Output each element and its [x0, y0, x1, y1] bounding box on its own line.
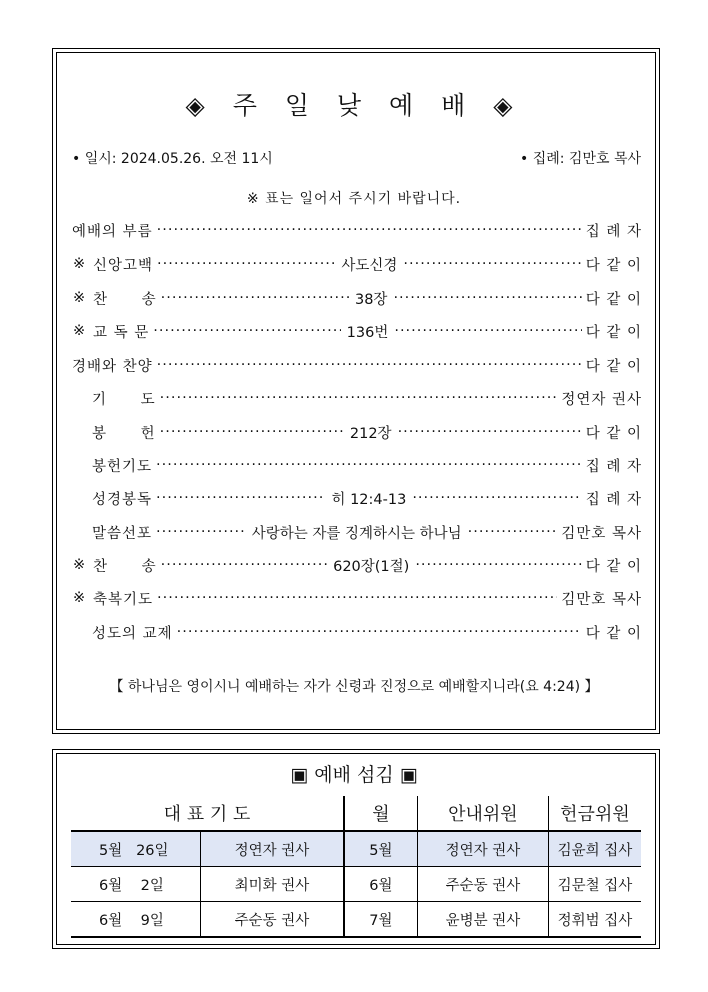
- prayer-date: 6월 2일: [71, 867, 201, 902]
- leader-dots: [398, 422, 582, 442]
- order-detail: 히 12:4-13: [331, 491, 407, 508]
- order-label: 경배와 찬양: [72, 358, 153, 375]
- order-label: 찬 송: [93, 558, 157, 575]
- table-row: [71, 902, 641, 938]
- order-item: [72, 220, 642, 240]
- order-label: 성경봉독: [92, 491, 153, 508]
- order-item: [73, 321, 642, 341]
- leader-dots: [415, 555, 581, 575]
- leader-dots: [412, 488, 581, 508]
- order-mark: ※: [73, 590, 86, 606]
- order-label: 성도의 교제: [92, 625, 173, 642]
- leader-dots: [157, 254, 335, 274]
- header-usher: 안내위원: [417, 796, 548, 831]
- order-leader: 다 같 이: [585, 324, 642, 341]
- order-detail: 136번: [346, 324, 389, 341]
- leader-dots: [153, 321, 340, 341]
- scripture-verse: 【 하나님은 영이시니 예배하는 자가 신령과 진정으로 예배할지니라(요 4:24) 】: [109, 679, 599, 695]
- leader-dots: [160, 388, 558, 408]
- leader-dots: [177, 622, 582, 642]
- leader-dots: [157, 220, 582, 240]
- order-item: [73, 254, 642, 274]
- order-mark: ※: [73, 290, 86, 306]
- prayer-person: 정연자 권사: [201, 831, 344, 867]
- order-label: 예배의 부름: [72, 223, 153, 240]
- prayer-person: 주순동 권사: [201, 902, 344, 938]
- order-leader: 집 례 자: [585, 223, 642, 240]
- order-label: 찬 송: [93, 291, 157, 308]
- header-offering: 헌금위원: [548, 796, 641, 831]
- leader-dots: [156, 522, 246, 542]
- order-label: 기 도: [92, 391, 156, 408]
- order-label: 봉헌기도: [92, 458, 153, 475]
- order-item: [72, 355, 642, 375]
- leader-dots: [160, 422, 344, 442]
- order-item: [73, 288, 642, 308]
- header-month: 월: [344, 796, 418, 831]
- order-leader: 집 례 자: [585, 458, 642, 475]
- order-label: 말씀선포: [92, 525, 153, 542]
- usher-cell: 정연자 권사: [417, 831, 548, 867]
- order-leader: 다 같 이: [585, 425, 643, 442]
- order-item: [92, 455, 642, 475]
- leader-dots: [468, 522, 558, 542]
- leader-dots: [156, 455, 582, 475]
- month-cell: 6월: [344, 867, 418, 902]
- usher-cell: 주순동 권사: [417, 867, 548, 902]
- table-row: [71, 831, 641, 867]
- order-leader: 다 같 이: [585, 358, 642, 375]
- prayer-date: 6월 9일: [71, 902, 201, 938]
- prayer-person: 최미화 권사: [201, 867, 344, 902]
- leader-dots: [161, 288, 349, 308]
- serving-table: [71, 796, 641, 938]
- leader-dots: [157, 588, 557, 608]
- leader-dots: [403, 254, 581, 274]
- month-cell: 5월: [344, 831, 418, 867]
- order-detail: 사랑하는 자를 징계하시는 하나님: [251, 525, 462, 542]
- table-row: [71, 867, 641, 902]
- order-leader: 다 같 이: [585, 558, 642, 575]
- order-item: [73, 555, 642, 575]
- order-leader: 정연자 권사: [561, 391, 642, 408]
- serving-title: ▣ 예배 섬김 ▣: [290, 764, 418, 786]
- month-cell: 7월: [344, 902, 418, 938]
- order-item: [92, 422, 642, 442]
- leader-dots: [161, 555, 327, 575]
- leader-dots: [157, 355, 582, 375]
- service-datetime: • 일시: 2024.05.26. 오전 11시: [72, 151, 273, 167]
- service-title: ◈ 주 일 낮 예 배 ◈: [185, 91, 523, 120]
- prayer-date: 5월 26일: [71, 831, 201, 867]
- leader-dots: [393, 288, 581, 308]
- order-mark: ※: [73, 323, 86, 339]
- order-mark: ※: [73, 557, 86, 573]
- order-item: [92, 622, 642, 642]
- order-label: 신앙고백: [93, 257, 154, 274]
- order-item: [92, 488, 642, 508]
- order-leader: 다 같 이: [585, 625, 642, 642]
- order-leader: 집 례 자: [585, 491, 642, 508]
- order-label: 봉 헌: [92, 425, 156, 442]
- usher-cell: 윤병분 권사: [417, 902, 548, 938]
- standing-notice: ※ 표는 일어서 주시기 바랍니다.: [246, 191, 462, 207]
- order-leader: 김만호 목사: [561, 525, 642, 542]
- order-leader: 다 같 이: [585, 291, 643, 308]
- order-label: 교 독 문: [93, 324, 150, 341]
- order-item: [92, 388, 642, 408]
- offering-cell: 김윤희 집사: [548, 831, 641, 867]
- order-detail: 사도신경: [341, 257, 398, 274]
- order-item: [92, 522, 642, 542]
- leader-dots: [156, 488, 325, 508]
- service-officiant: • 집례: 김만호 목사: [520, 151, 641, 167]
- offering-cell: 정휘범 집사: [548, 902, 641, 938]
- offering-cell: 김문철 집사: [548, 867, 641, 902]
- order-label: 축복기도: [93, 591, 154, 608]
- order-detail: 212장: [349, 425, 392, 442]
- order-mark: ※: [73, 256, 86, 272]
- leader-dots: [394, 321, 581, 341]
- order-leader: 다 같 이: [585, 257, 642, 274]
- order-leader: 김만호 목사: [561, 591, 642, 608]
- order-detail: 38장: [354, 291, 388, 308]
- header-prayer: 대 표 기 도: [71, 796, 344, 831]
- order-item: [73, 588, 642, 608]
- order-detail: 620장(1절): [333, 558, 410, 575]
